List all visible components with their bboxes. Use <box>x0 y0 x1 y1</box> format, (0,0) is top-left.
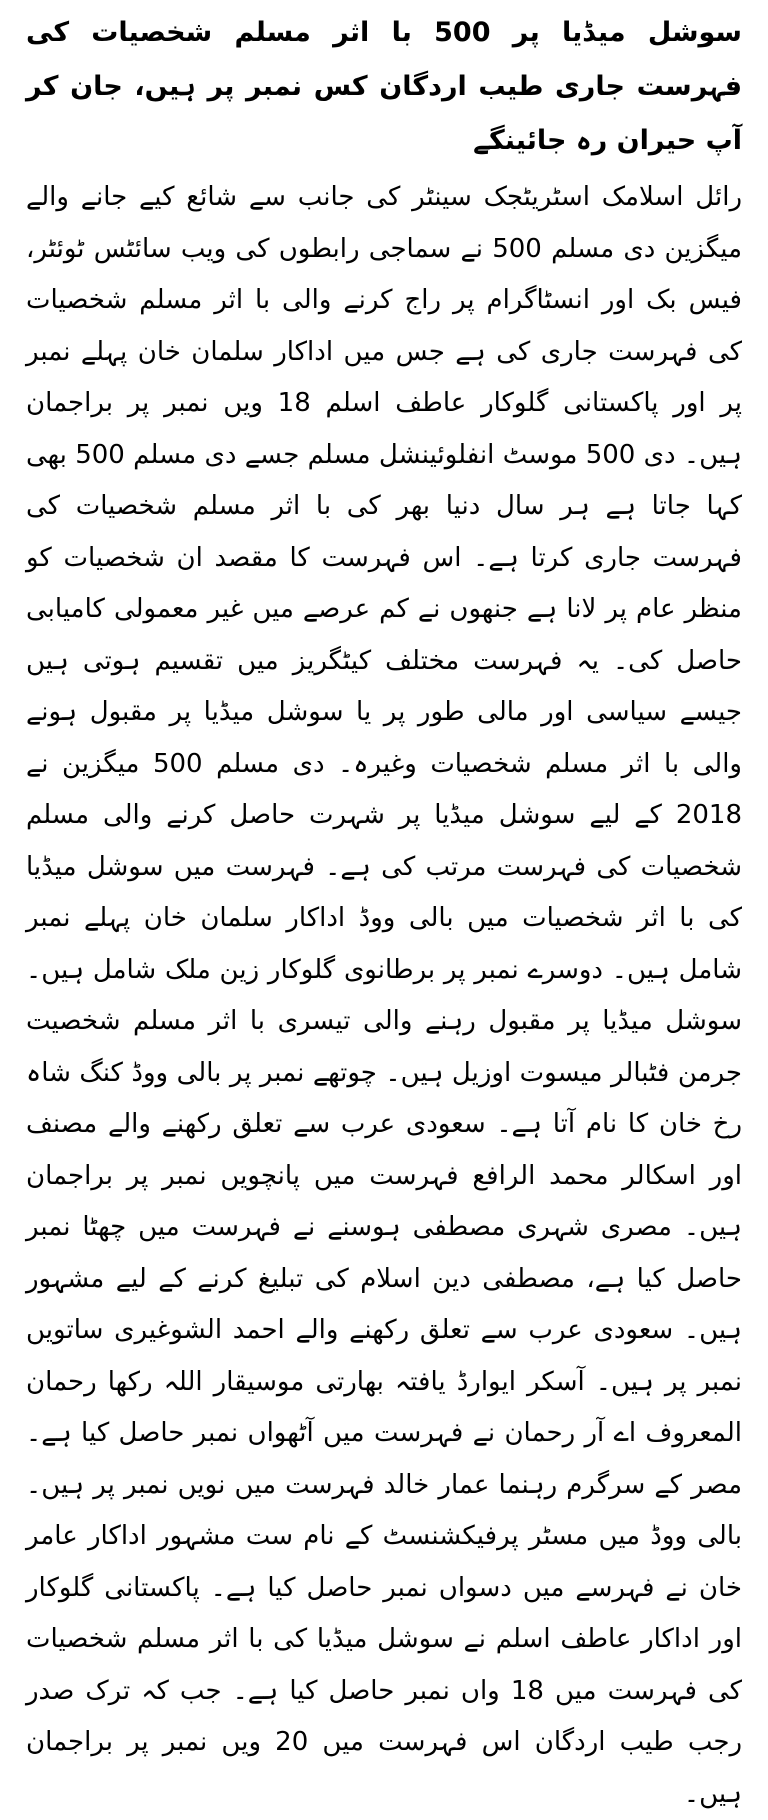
article-body: رائل اسلامک اسٹریٹجک سینٹر کی جانب سے شائع کیے جانے والے میگزین دی مسلم 500 نے سماجی رابطوں کی ویب سائٹس ٹوئٹر، فیس بک اور انسٹاگرام پر راج کرنے والی با اثر مسلم شخصیات کی فہرست جاری کی ہے جس میں اداکار سلمان خان پہلے نمبر پر اور پاکستانی گلوکار عاطف اسلم 18 ویں نمبر پر براجمان ہیں۔ دی 500 موسٹ انفلوئینشل مسلم جسے دی مسلم 500 بھی کہا جاتا ہے ہر سال دنیا بھر کی با اثر مسلم شخصیات کی فہرست جاری کرتا ہے۔ اس فہرست کا مقصد ان شخصیات کو منظر عام پر لانا ہے جنھوں نے کم عرصے میں غیر معمولی کامیابی حاصل کی۔ یہ فہرست مختلف کیٹگریز میں تقسیم ہوتی ہیں جیسے سیاسی اور مالی طور پر یا سوشل میڈیا پر مقبول ہونے والی با اثر مسلم شخصیات وغیرہ۔ دی مسلم 500 میگزین نے 2018 کے لیے سوشل میڈیا پر شہرت حاصل کرنے والی مسلم شخصیات کی فہرست مرتب کی ہے۔ فہرست میں سوشل میڈیا کی با اثر شخصیات میں بالی ووڈ اداکار سلمان خان پہلے نمبر شامل ہیں۔ دوسرے نمبر پر برطانوی گلوکار زین ملک شامل ہیں۔ سوشل میڈیا پر مقبول رہنے والی تیسری با اثر مسلم شخصیت جرمن فٹبالر میسوت اوزیل ہیں۔ چوتھے نمبر پر بالی ووڈ کنگ شاہ رخ خان کا نام آتا ہے۔ سعودی عرب سے تعلق رکھنے والے مصنف اور اسکالر محمد الرافع فہرست میں پانچویں نمبر پر براجمان ہیں۔ مصری شہری مصطفی ہوسنے نے فہرست میں چھٹا نمبر حاصل کیا ہے، مصطفی دین اسلام کی تبلیغ کرنے کے لیے مشہور ہیں۔ سعودی عرب سے تعلق رکھنے والے احمد الشوغیری ساتویں نمبر پر ہیں۔ آسکر ایوارڈ یافتہ بھارتی موسیقار اللہ رکھا رحمان المعروف اے آر رحمان نے فہرست میں آٹھواں نمبر حاصل کیا ہے۔ مصر کے سرگرم رہنما عمار خالد فہرست میں نویں نمبر پر ہیں۔ بالی ووڈ میں مسٹر پرفیکشنسٹ کے نام ست مشہور اداکار عامر خان نے فہرسے میں دسواں نمبر حاصل کیا ہے۔ پاکستانی گلوکار اور اداکار عاطف اسلم نے سوشل میڈیا کی با اثر مسلم شخصیات کی فہرست میں 18 واں نمبر حاصل کیا ہے۔ جب کہ ترک صدر رجب طیب اردگان اس فہرست میں 20 ویں نمبر پر براجمان ہیں۔ <box>26 182 743 1809</box>
article-headline: سوشل میڈیا پر 500 با اثر مسلم شخصیات کی فہرست جاری طیب اردگان کس نمبر پر ہیں، جان کر آپ حیران رہ جائینگے <box>26 17 742 156</box>
